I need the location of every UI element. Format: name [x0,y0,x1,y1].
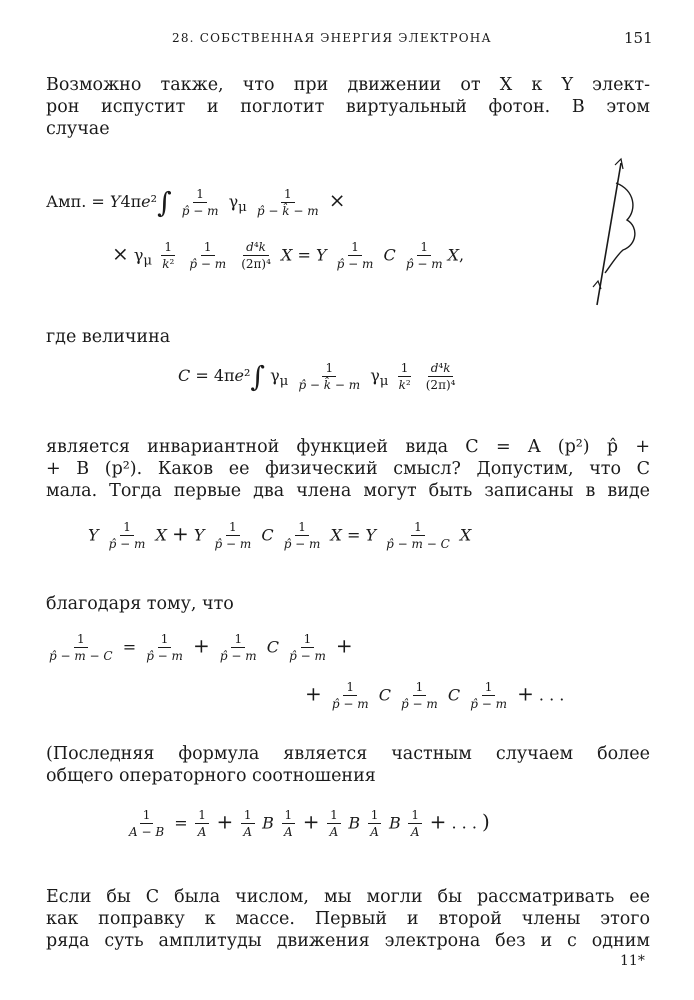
text-line: мала. Тогда первые два члена могут быть записаны в виде [46,481,650,501]
paragraph-because [46,593,650,615]
text-line: Возможно также, что при движении от X к Y элект- [46,75,650,95]
equation-operator: $\frac{1}{A - B}$ = $\frac{1}{A}$ + $\frac{1}{A}$ B $\frac{1}{A}$ + $\frac{1}{A}$ B $\frac{1}{A}$ B $\frac{1}{A}$ + . . . ) [129,808,490,839]
text-line: благодаря тому, что [46,594,234,614]
equation-sum: Y $\frac{1}{p̂ - m}$ X + Y $\frac{1}{p̂ - m}$ C $\frac{1}{p̂ - m}$ X = Y $\frac{1}{p̂ - m - C}$ X [88,520,472,551]
text-line: является инвариантной функцией вида C = A (p²) p̂ + [46,437,650,457]
text-line: случае [46,119,110,139]
text-line: где величина [46,327,171,347]
equation-amplitude-line1: Амп. = Y4πe²∫ $\frac{1}{p̂ - m}$ $\gamma_\mu$ $\frac{1}{p̂ - k̂ - m}$ × [46,186,346,219]
text-line: рон испустит и поглотит виртуальный фотон. В этом [46,97,650,117]
paragraph-invariant [46,436,650,502]
running-header-title: 28. СОБСТВЕННАЯ ЭНЕРГИЯ ЭЛЕКТРОНА [172,31,492,45]
paragraph-intro [46,74,650,140]
text-line: (Последняя формула является частным случаем более [46,744,650,764]
text-line: ряда суть амплитуды движения электрона без и с одним [46,931,650,951]
paragraph-mass [46,886,650,952]
equation-C: C = 4πe²∫ $\gamma_\mu$ $\frac{1}{p̂ - k̂ - m}$ $\gamma_\mu$ $\frac{1}{\text{k²}}$ $\frac{\text{d⁴k}}{\text{(2π)⁴}}$ [178,360,456,393]
paragraph-operator [46,743,650,787]
text-line: общего операторного соотношения [46,766,376,786]
text-line: как поправку к массе. Первый и второй члены этого [46,909,650,929]
equation-expansion-line2: + $\frac{1}{p̂ - m}$ C $\frac{1}{p̂ - m}$ C $\frac{1}{p̂ - m}$ + . . . [305,680,565,711]
feynman-diagram [575,155,645,315]
text-line: + B (p²). Каков ее физический смысл? Допустим, что C [46,459,650,479]
signature-mark: 11* [620,953,645,969]
text-line: Если бы C была числом, мы могли бы рассматривать ее [46,887,650,907]
equation-expansion-line1: $\frac{1}{p̂ - m - C}$ = $\frac{1}{p̂ - m}$ + $\frac{1}{p̂ - m}$ C $\frac{1}{p̂ - m}$ + [49,632,353,663]
paragraph-where [46,326,650,348]
eq-prefix: Амп. = [46,192,105,211]
page-number: 151 [624,29,653,47]
equation-amplitude-line2: × $\gamma_\mu$ $\frac{1}{\text{k²}}$ $\frac{1}{p̂ - m}$ $\frac{\text{d⁴k}}{\text{(2π)⁴}}$ X = Y $\frac{1}{p̂ - m}$ C $\frac{1}{p̂ - m}$ X, [112,240,465,271]
